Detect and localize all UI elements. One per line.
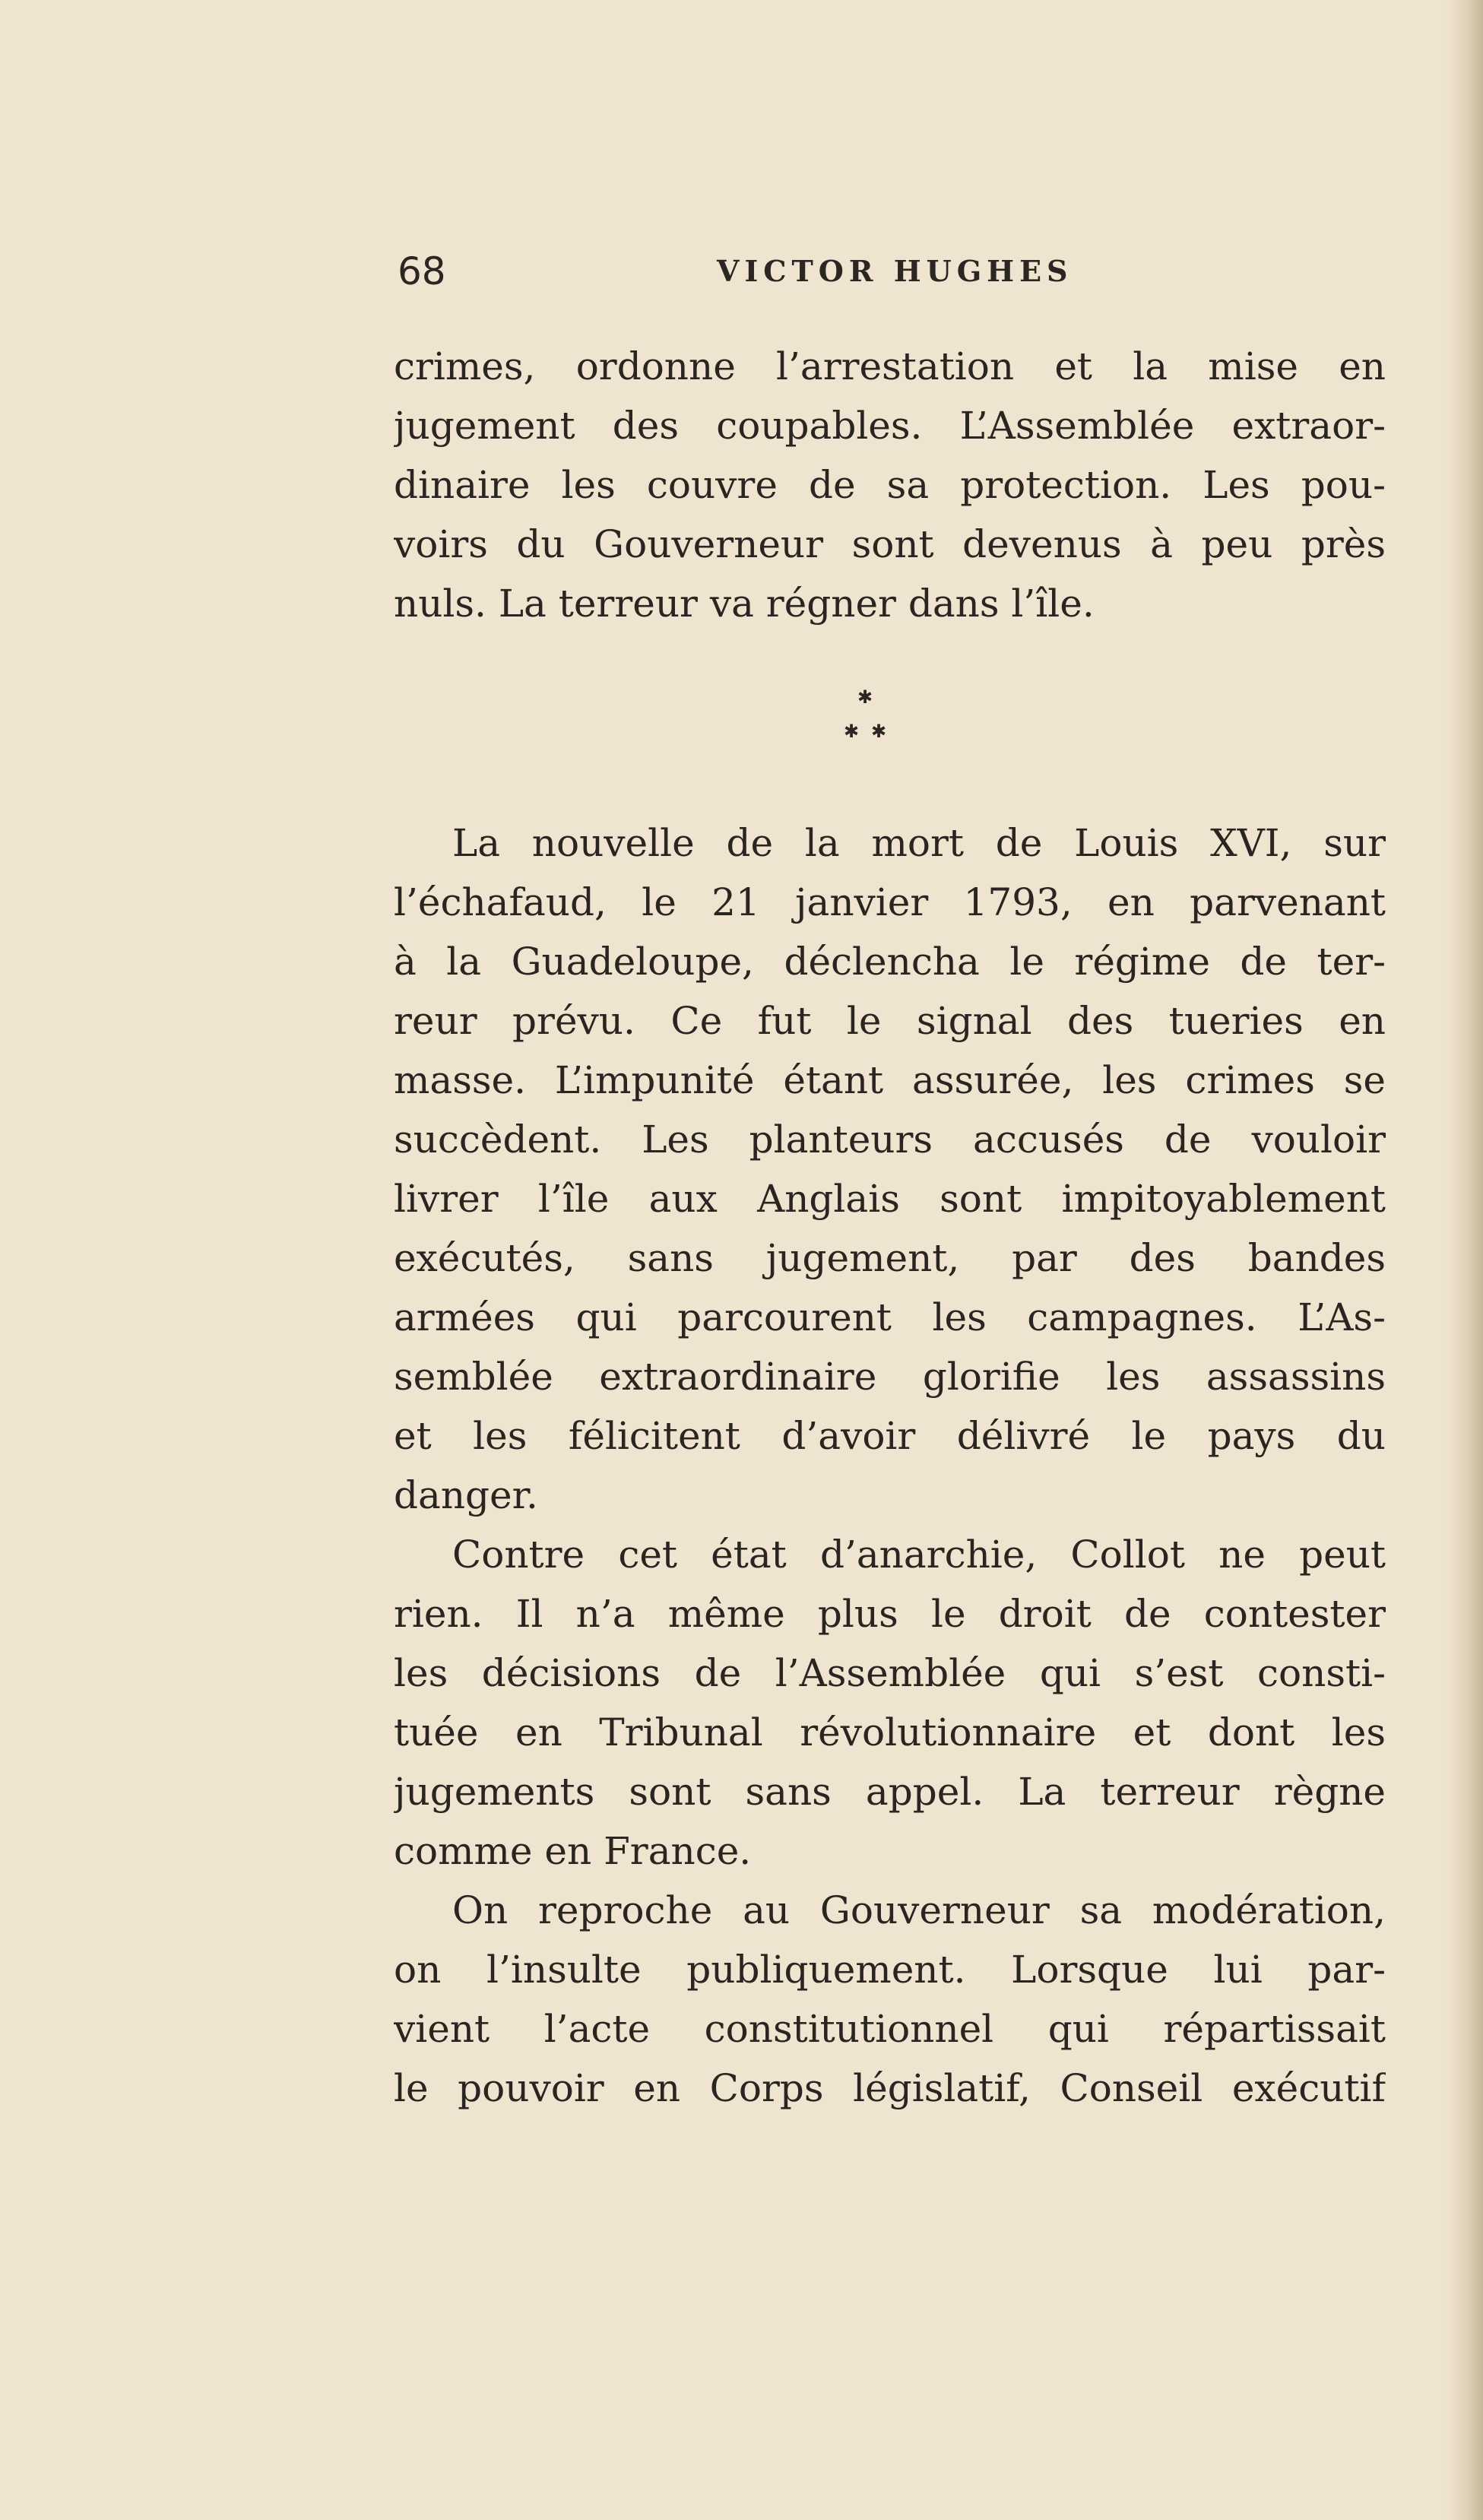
page-number: 68 (398, 249, 446, 293)
text-line: le pouvoir en Corps législatif, Conseil exécutif (394, 2066, 1386, 2110)
text-line: dinaire les couvre de sa protection. Les pou- (394, 463, 1386, 507)
text-line: les décisions de l’Assemblée qui s’est consti- (394, 1651, 1386, 1695)
text-line: jugements sont sans appel. La terreur règne (394, 1770, 1386, 1814)
text-line: exécutés, sans jugement, par des bandes (394, 1236, 1386, 1280)
section-separator (844, 688, 889, 756)
text-line: semblée extraordinaire glorifie les assassins (394, 1355, 1386, 1399)
text-line: crimes, ordonne l’arrestation et la mise en (394, 344, 1386, 388)
page-edge-shadow (1447, 0, 1483, 2520)
page-header (398, 245, 1386, 298)
text-line: danger. (394, 1473, 538, 1517)
text-line: tuée en Tribunal révolutionnaire et dont les (394, 1710, 1386, 1754)
body-text (394, 337, 1386, 633)
text-line: jugement des coupables. L’Assemblée extraor- (394, 404, 1386, 448)
text-line: armées qui parcourent les campagnes. L’As- (394, 1295, 1386, 1339)
text-line: comme en France. (394, 1829, 752, 1873)
text-line: rien. Il n’a même plus le droit de contester (394, 1592, 1386, 1636)
asterism-star-icon: ✱ (871, 721, 887, 742)
text-line: vient l’acte constitutionnel qui répartissait (394, 2007, 1386, 2051)
text-line: reur prévu. Ce fut le signal des tueries en (394, 999, 1386, 1043)
text-line: Contre cet état d’anarchie, Collot ne peut (452, 1533, 1386, 1577)
asterism-star-icon: ✱ (844, 721, 860, 742)
asterism-star-icon: ✱ (857, 686, 873, 708)
text-line: La nouvelle de la mort de Louis XVI, sur (452, 821, 1386, 865)
body-text-continued (394, 813, 1386, 2118)
text-line: masse. L’impunité étant assurée, les crimes se (394, 1058, 1386, 1102)
text-line: succèdent. Les planteurs accusés de vouloir (394, 1117, 1386, 1162)
text-line: on l’insulte publiquement. Lorsque lui par- (394, 1948, 1386, 1992)
text-line: nuls. La terreur va régner dans l’île. (394, 582, 1095, 626)
text-line: livrer l’île aux Anglais sont impitoyablement (394, 1177, 1386, 1221)
text-line: voirs du Gouverneur sont devenus à peu près (394, 522, 1386, 566)
text-line: et les félicitent d’avoir délivré le pays du (394, 1414, 1386, 1458)
text-line: à la Guadeloupe, déclencha le régime de ter- (394, 940, 1386, 984)
text-line: l’échafaud, le 21 janvier 1793, en parvenant (394, 880, 1386, 924)
running-title: VICTOR HUGHES (717, 254, 1073, 288)
text-line: On reproche au Gouverneur sa modération, (452, 1888, 1386, 1932)
